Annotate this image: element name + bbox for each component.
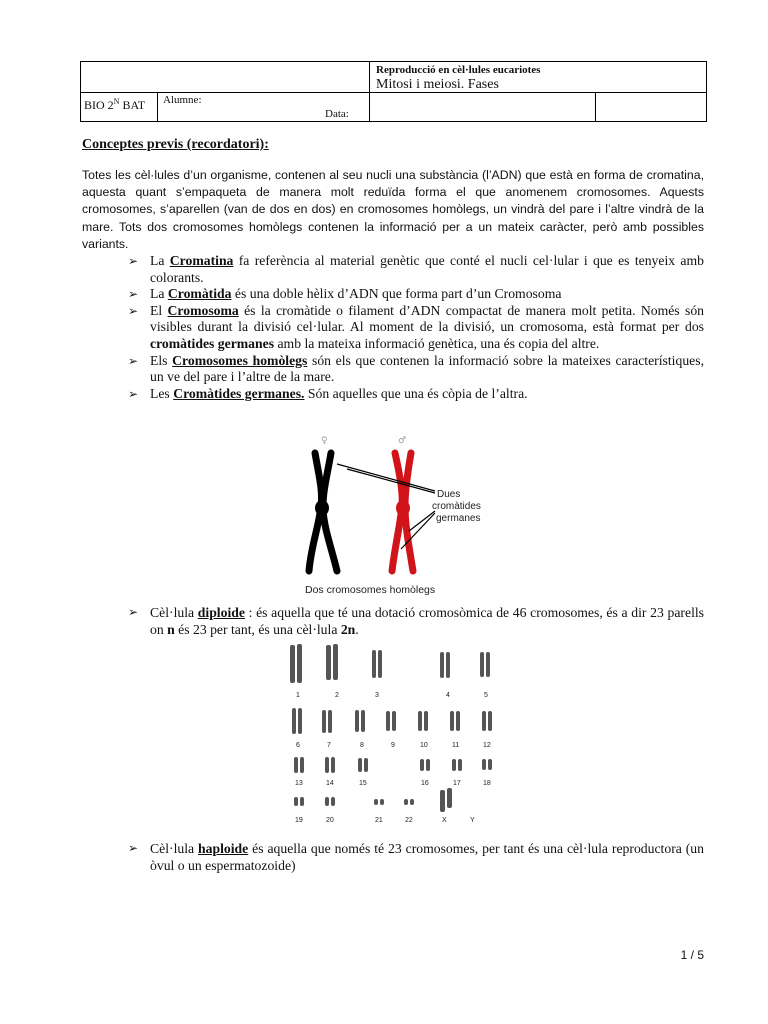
svg-text:4: 4 <box>446 692 450 699</box>
male-symbol: ♂ <box>398 436 407 446</box>
svg-text:3: 3 <box>375 692 379 699</box>
svg-text:22: 22 <box>405 817 413 824</box>
svg-text:16: 16 <box>421 780 429 787</box>
arrow-bullet-icon: ➢ <box>128 605 139 619</box>
female-symbol: ♀ <box>321 436 328 446</box>
arrow-bullet-icon: ➢ <box>128 287 139 302</box>
header-divider <box>595 92 596 121</box>
svg-text:12: 12 <box>483 742 491 749</box>
intro-paragraph: Totes les cèl·lules d’un organisme, contenen al seu nucli una substància (l’ADN) que està en forma de cromatina, aquesta quant s’empaqueta de manera molt reduïda forma el que anomenem cromosomes. Aquests cromosomes, s’aparellen (van de dos en dos) en cromosomes homòlegs, un vindrà del pare i l’altre vindrà de la mare. Tots dos cromosomes homòlegs contenen la informació per a un mateix caràcter, però amb possibles variants. <box>82 168 704 251</box>
svg-text:11: 11 <box>452 742 460 749</box>
svg-text:20: 20 <box>326 817 334 824</box>
svg-text:19: 19 <box>295 817 303 824</box>
svg-text:5: 5 <box>484 692 488 699</box>
diploid-item: ➢ Cèl·lula diploide : és aquella que té una dotació cromosòmica de 46 cromosomes, és a dir 23 parells on n és 23 per tant, és una cèl·lula 2n. <box>128 605 704 637</box>
page-number: 1 / 5 <box>680 948 704 962</box>
date-label: Data: <box>325 108 349 120</box>
svg-text:10: 10 <box>420 742 428 749</box>
list-item: ➢ Els Cromosomes homòlegs són els que contenen la informació sobre la mateixes característiques, un ve del pare i l’altre de la mare. <box>128 352 704 385</box>
svg-text:6: 6 <box>296 742 300 749</box>
svg-text:14: 14 <box>326 780 334 787</box>
svg-text:7: 7 <box>327 742 331 749</box>
arrow-bullet-icon: ➢ <box>128 254 139 268</box>
header-table <box>80 61 707 122</box>
karyotype-figure <box>280 640 510 825</box>
male-centromere <box>396 500 410 516</box>
figure-caption: Dos cromosomes homòlegs <box>305 584 436 596</box>
karyotype-chromosomes <box>290 644 492 812</box>
svg-text:17: 17 <box>453 780 461 787</box>
list-item: ➢ El Cromosoma és la cromàtide o filament d’ADN compactat de manera molt petita. Només són visibles durant la divisió cel·lular. Al moment de la divisió, un cromosoma, està format per dos cromàtides germanes amb la mateixa informació genètica, una és copia del altre. <box>128 302 705 351</box>
arrow-bullet-icon: ➢ <box>128 353 139 368</box>
arrow-bullet-icon: ➢ <box>128 386 139 401</box>
student-label: Alumne: <box>163 94 202 106</box>
haploid-item: ➢ Cèl·lula haploide és aquella que només té 23 cromosomes, per tant és una cèl·lula reproductora (un òvul o un espermatozoide) <box>128 841 704 873</box>
svg-text:Y: Y <box>470 817 475 824</box>
list-item: ➢ Les Cromàtides germanes. Són aquelles que una és còpia de l’altra. <box>128 385 528 401</box>
callout-label: Dues cromàtides germanes <box>432 489 481 524</box>
callout-lines <box>337 464 435 549</box>
list-item: ➢ La Cromàtida és una doble hèlix d’ADN que forma part d’un Cromosoma <box>128 286 562 302</box>
svg-text:8: 8 <box>360 742 364 749</box>
svg-text:21: 21 <box>375 817 383 824</box>
document-subtitle: Mitosi i meiosi. Fases <box>376 77 499 92</box>
document-title: Reproducció en cèl·lules eucariotes <box>376 64 541 76</box>
section-title: Conceptes previs (recordatori): <box>82 137 269 152</box>
svg-text:2: 2 <box>335 692 339 699</box>
header-divider <box>157 92 158 121</box>
homologous-chromosomes-figure <box>285 431 485 599</box>
list-item: ➢ La Cromatina fa referència al material genètic que conté el nucli cel·lular i que es tenyeix amb colorants. <box>128 253 705 285</box>
arrow-bullet-icon: ➢ <box>128 841 139 855</box>
svg-text:18: 18 <box>483 780 491 787</box>
female-centromere <box>315 500 329 516</box>
svg-text:15: 15 <box>359 780 367 787</box>
concept-list <box>128 253 704 402</box>
svg-text:1: 1 <box>296 692 300 699</box>
arrow-bullet-icon: ➢ <box>128 303 139 318</box>
svg-text:X: X <box>442 817 447 824</box>
svg-text:13: 13 <box>295 780 303 787</box>
course-label: BIO $2^N$ BAT <box>84 97 146 112</box>
svg-text:9: 9 <box>391 742 395 749</box>
